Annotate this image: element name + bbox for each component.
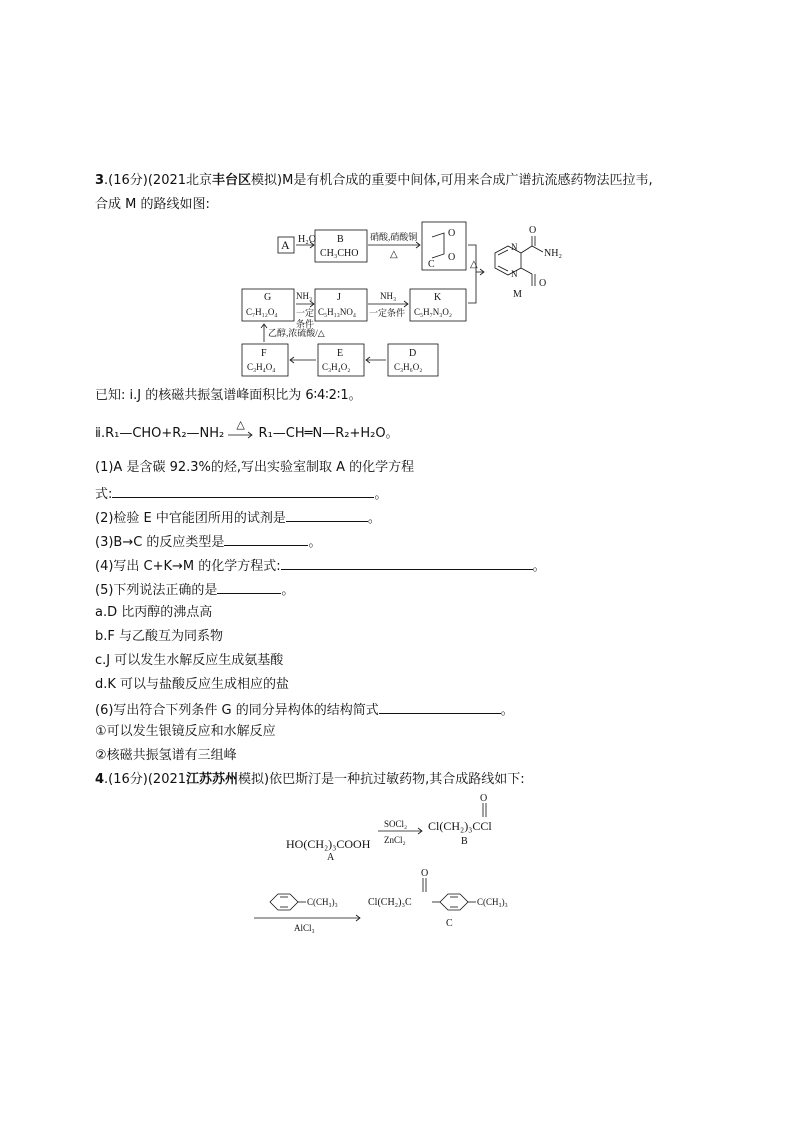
q3-number: 3 [95,173,105,188]
M-NH2: NH₂ [544,248,562,259]
q4-C-left: Cl(CH₂)₃C [368,897,412,908]
q4-C-oxygen: O [421,868,429,879]
M-O-carbonyl: O [539,278,547,289]
box-B-formula: CH₃CHO [320,248,359,259]
q4-reagent-zncl2: ZnCl₂ [384,835,406,845]
box-J-formula: C₅H₁₃NO₄ [318,307,357,317]
box-K-label: K [434,292,442,303]
reagent-BC: 硝酸,硝酸铜 [370,232,418,242]
answer-blank-4[interactable] [281,555,533,570]
part-5-label: (5)下列说法正确的是 [95,583,218,598]
part-2 [95,507,381,529]
option-c: c.J 可以发生水解反应生成氨基酸 [95,653,284,668]
box-K-formula: C₅H₇N₃O₂ [414,307,453,317]
q4-source-region: 江苏苏州 [186,772,239,787]
q4-reagent-tbu: C(CH₃)₃ [307,897,338,907]
q3-header [95,171,653,191]
part-5 [95,579,294,601]
q4-C-label: C [446,918,453,929]
answer-blank-2[interactable] [286,507,368,522]
C-oxygen-1: O [448,228,456,239]
reagent-esterify: 乙醇,浓硫酸/△ [268,328,325,338]
part-4 [95,555,546,577]
q4-meta-pre: .(16分)(2021 [104,772,187,787]
q4-reagent-alcl3: AlCl₃ [294,923,315,933]
box-A: A [281,238,290,252]
q4-reagent-socl2: SOCl₂ [384,819,408,829]
box-B-label: B [337,234,344,245]
condition-2: ②核磁共振氢谱有三组峰 [95,748,237,763]
box-E-label: E [337,348,344,359]
cond-1a: 一定 [296,308,315,318]
q4-synthesis-scheme [250,790,550,940]
cond-1b: 条件 [296,319,315,329]
q4-B-label: B [461,836,468,847]
part-1a: (1)A 是含碳 92.3%的烃,写出实验室制取 A 的化学方程 [95,460,415,475]
box-E-formula: C₃H₄O₂ [322,362,351,372]
M-O-amide: O [529,225,537,236]
q3-meta-post: 模拟)M是有机合成的重要中间体,可用来合成广谱抗流感药物法匹拉韦, [251,173,653,188]
end-mark: 。 [374,487,388,502]
box-G-formula: C₇H₁₂O₄ [246,307,278,317]
end-mark: 。 [532,559,546,574]
box-F-formula: C₃H₄O₄ [247,362,276,372]
label-M: M [513,289,522,300]
known-2-heat: △ [236,417,245,431]
reagent-h2o: H₂O [298,234,316,245]
box-C-label: C [428,259,435,270]
end-mark: 。 [281,583,295,598]
q3-synthesis-scheme [230,220,570,380]
known-2-arrow [228,417,254,441]
known-2-products: R₁—CH═N—R₂+H₂O。 [258,426,399,441]
q4-A-formula: HO(CH₂)₃COOH [286,837,371,851]
answer-blank-1[interactable] [112,483,374,498]
option-d: d.K 可以与盐酸反应生成相应的盐 [95,677,290,692]
reagent-nh3-2: NH₃ [380,291,397,301]
box-G-label: G [264,292,272,303]
answer-blank-3[interactable] [224,531,308,546]
reagent-nh3-1: NH₃ [296,291,313,301]
condition-1: ①可以发生银镜反应和水解反应 [95,724,276,739]
M-N1: N [511,242,518,252]
q3-line2: 合成 M 的路线如图: [95,197,210,212]
box-J-label: J [337,292,341,303]
answer-blank-5[interactable] [217,579,281,594]
end-mark: 。 [308,535,322,550]
option-a: a.D 比丙醇的沸点高 [95,605,213,620]
C-oxygen-2: O [448,252,456,263]
q4-C-right: C(CH₃)₃ [477,897,508,907]
part-1b [95,483,387,505]
q4-header [95,770,525,790]
part-2-label: (2)检验 E 中官能团所用的试剂是 [95,511,286,526]
cond-2: 一定条件 [369,308,406,318]
box-D-formula: C₃H₆O₂ [394,362,423,372]
answer-blank-6[interactable] [379,699,501,714]
q3-source-region: 丰台区 [212,173,252,188]
part-6-label: (6)写出符合下列条件 G 的同分异构体的结构简式 [95,703,379,718]
q3-meta-pre: .(16分)(2021北京 [104,173,213,188]
box-F-label: F [261,348,267,359]
q4-B-oxygen: O [480,793,488,804]
known-2 [95,417,399,444]
heat-CM: △ [470,259,478,270]
q4-meta-post: 模拟)依巴斯汀是一种抗过敏药物,其合成路线如下: [238,772,525,787]
part-3-label: (3)B→C 的反应类型是 [95,535,225,550]
end-mark: 。 [367,511,381,526]
box-D-label: D [409,348,417,359]
known-1: 已知: ⅰ.J 的核磁共振氢谱峰面积比为 6∶4∶2∶1。 [95,388,362,403]
part-4-label: (4)写出 C+K→M 的化学方程式: [95,559,281,574]
part-6 [95,699,514,721]
part-1b-label: 式: [95,487,113,502]
heat-BC: △ [390,249,398,260]
known-2-reactants: ⅱ.R₁—CHO+R₂—NH₂ [95,426,225,441]
M-N2: N [511,269,518,279]
q4-B-formula: Cl(CH₂)₃CCl [428,819,492,833]
option-b: b.F 与乙酸互为同系物 [95,629,223,644]
end-mark: 。 [500,703,514,718]
q4-number: 4 [95,772,105,787]
part-3 [95,531,321,553]
q4-A-label: A [327,852,335,863]
